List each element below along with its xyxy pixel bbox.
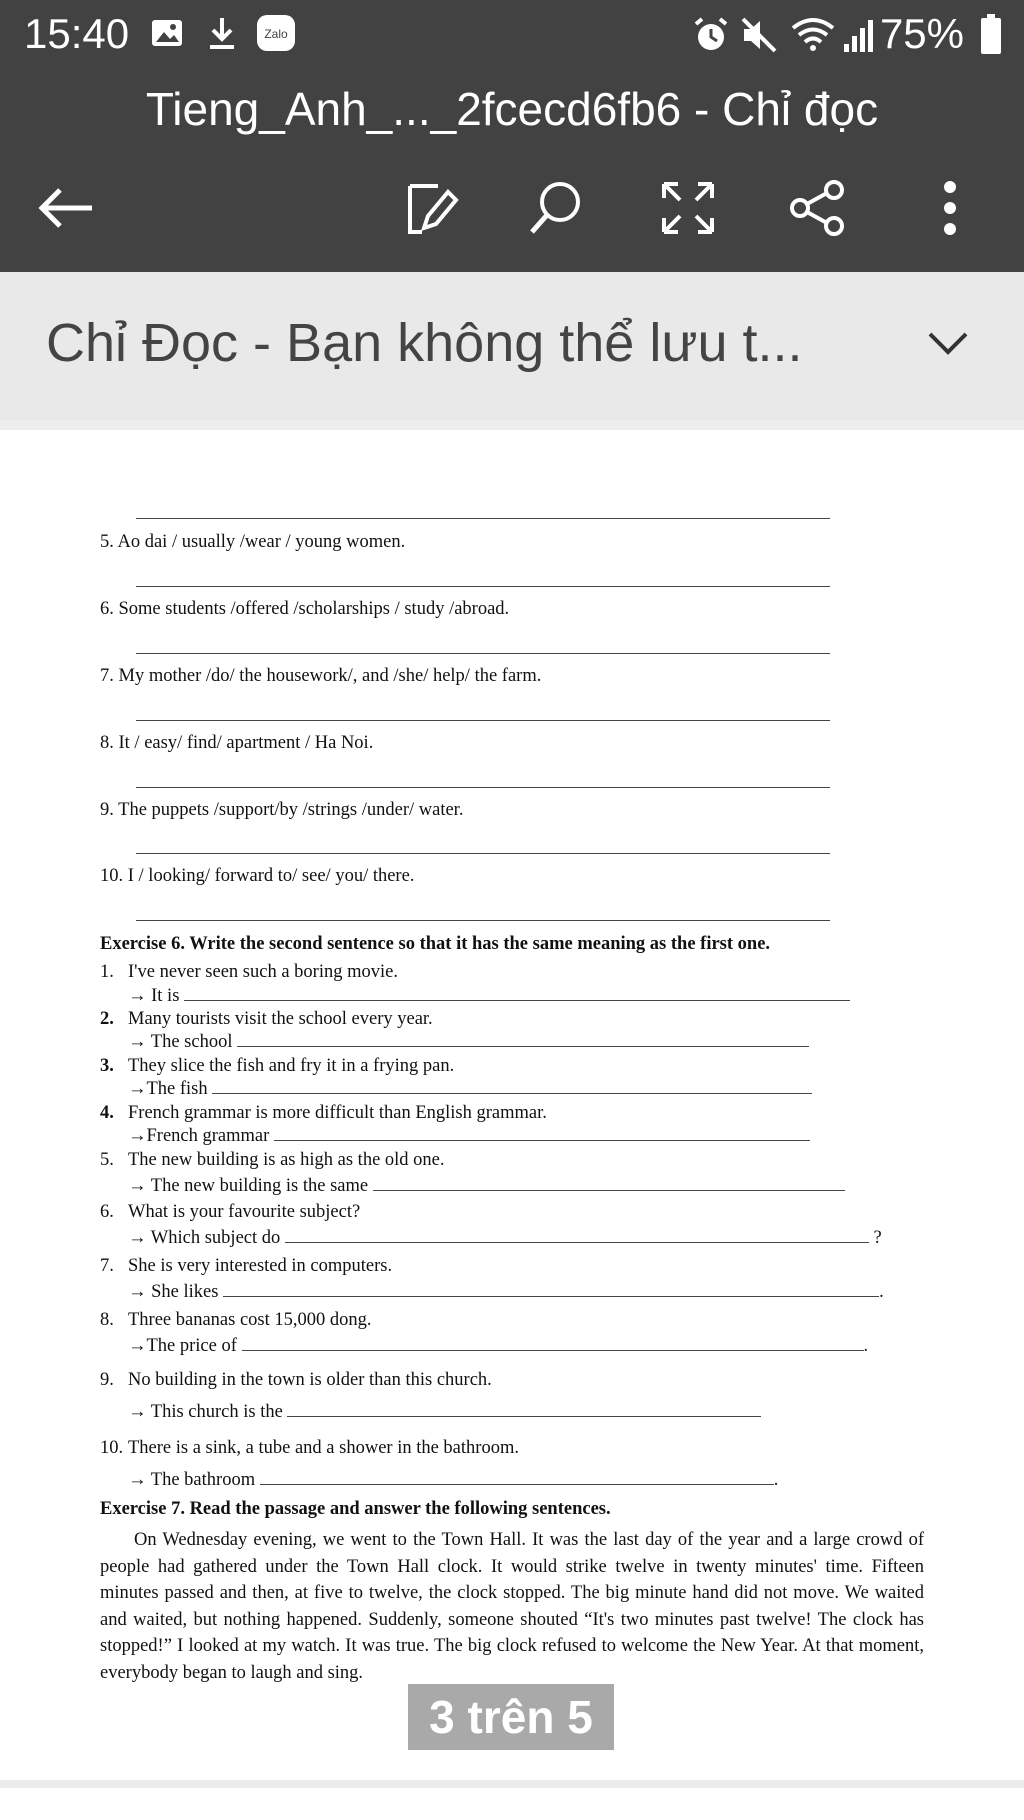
answer-line (136, 787, 830, 788)
answer-prefix: → This church is the (128, 1402, 283, 1422)
answer-prompt (128, 1079, 812, 1100)
question-number: 7. (100, 1256, 114, 1276)
zalo-icon (256, 14, 296, 57)
document-title: Tieng_Anh_..._2fcecd6fb6 - Chỉ đọc (145, 83, 879, 135)
answer-end-mark: . (773, 1470, 779, 1490)
search-button[interactable] (520, 172, 592, 244)
share-icon (788, 178, 848, 238)
page-bottom-separator (0, 1780, 1024, 1788)
answer-prompt (128, 1176, 845, 1197)
answer-prompt (128, 1032, 809, 1053)
app-header (0, 0, 1024, 272)
answer-prompt (128, 1402, 761, 1423)
question-text: French grammar is more difficult than English grammar. (128, 1103, 547, 1123)
answer-end-mark: ? (873, 1228, 882, 1248)
read-only-message: Chỉ Đọc - Bạn không thể lưu t... (46, 313, 803, 373)
answer-blank (274, 1126, 810, 1141)
answer-prompt (128, 1470, 778, 1491)
answer-prefix: → The new building is the same (128, 1176, 369, 1196)
more-options-button[interactable] (914, 172, 986, 244)
answer-end-mark: . (879, 1282, 884, 1302)
gallery-notification-icon (150, 16, 184, 55)
signal-icon (842, 16, 876, 59)
sentence-item: 10. I / looking/ forward to/ see/ you/ there. (100, 866, 415, 886)
answer-blank (373, 1176, 845, 1191)
status-time: 15:40 (24, 10, 130, 57)
answer-blank (237, 1032, 809, 1047)
passage-text: On Wednesday evening, we went to the Town Hall. It was the last day of the year and a large crowd of people had gathered under the Town Hall clock. It would strike twelve in twenty minutes' time. Fifteen minutes passed and then, at five to twelve, the clock stopped. The big minute hand did not move. We waited and waited, but nothing happened. Suddenly, someone shouted “It's two minutes past twelve! The clock has stopped!” I looked at my watch. It was true. The big clock refused to welcome the New Year. At that moment, everybody began to laugh and sing. (100, 1530, 924, 1683)
answer-prompt (128, 1282, 884, 1303)
answer-line (136, 720, 830, 721)
answer-prompt (128, 1336, 868, 1357)
svg-text:Zalo: Zalo (264, 27, 288, 41)
more-vertical-icon (940, 180, 960, 236)
sentence-item: 8. It / easy/ find/ apartment / Ha Noi. (100, 733, 374, 753)
answer-blank (242, 1336, 864, 1351)
answer-blank (260, 1470, 774, 1485)
answer-line (136, 920, 830, 921)
sentence-item: 5. Ao dai / usually /wear / young women. (100, 532, 406, 552)
battery-percent: 75% (879, 10, 964, 57)
edit-button[interactable] (394, 172, 466, 244)
answer-line (136, 653, 830, 654)
search-icon (526, 178, 586, 238)
question-text: They slice the fish and fry it in a frying pan. (128, 1056, 455, 1076)
expand-icon (658, 178, 718, 238)
answer-prefix: →The fish (128, 1079, 208, 1099)
edit-pen-icon (400, 178, 460, 238)
answer-blank (184, 986, 850, 1001)
question-number: 6. (100, 1202, 114, 1222)
sentence-item: 9. The puppets /support/by /strings /under/ water. (100, 800, 464, 820)
back-button[interactable] (30, 172, 102, 244)
answer-prefix: → She likes (128, 1282, 219, 1302)
question-text: I've never seen such a boring movie. (128, 962, 398, 982)
answer-end-mark: . (863, 1336, 869, 1356)
answer-prefix: →French grammar (128, 1126, 270, 1146)
question-number: 9. (100, 1370, 114, 1390)
answer-prompt (128, 986, 850, 1007)
question-text: There is a sink, a tube and a shower in the bathroom. (128, 1438, 519, 1458)
question-number: 5. (100, 1150, 114, 1170)
alarm-icon (692, 16, 730, 59)
document-page[interactable] (0, 452, 1024, 1782)
answer-blank (223, 1282, 879, 1297)
exercise7-heading: Exercise 7. Read the passage and answer the following sentences. (100, 1499, 611, 1519)
answer-prefix: → The school (128, 1032, 233, 1052)
question-number: 10. (100, 1438, 124, 1458)
answer-prefix: → The bathroom (128, 1470, 256, 1490)
sentence-item: 6. Some students /offered /scholarships / study /abroad. (100, 599, 510, 619)
answer-prompt (128, 1126, 810, 1147)
answer-prefix: →The price of (128, 1336, 237, 1356)
download-icon (206, 16, 238, 57)
question-text: What is your favourite subject? (128, 1202, 361, 1222)
question-text: No building in the town is older than this church. (128, 1370, 492, 1390)
question-text: Many tourists visit the school every year. (128, 1009, 433, 1029)
fullscreen-button[interactable] (652, 172, 724, 244)
question-text: The new building is as high as the old one. (128, 1150, 445, 1170)
answer-prompt (128, 1228, 882, 1249)
question-text: Three bananas cost 15,000 dong. (128, 1310, 372, 1330)
answer-blank (212, 1079, 812, 1094)
answer-line (136, 853, 830, 854)
answer-line (136, 518, 830, 519)
answer-blank (285, 1228, 869, 1243)
answer-line (136, 586, 830, 587)
reading-passage (100, 1527, 924, 1686)
exercise6-heading: Exercise 6. Write the second sentence so that it has the same meaning as the first one. (100, 934, 771, 954)
wifi-icon (790, 16, 836, 59)
battery-icon (980, 14, 1002, 59)
question-number: 8. (100, 1310, 114, 1330)
read-only-banner[interactable] (0, 272, 1024, 420)
back-arrow-icon (36, 183, 96, 233)
question-number: 2. (100, 1009, 114, 1029)
status-bar (0, 0, 1024, 74)
answer-blank (287, 1402, 761, 1417)
mute-icon (740, 16, 778, 59)
sentence-item: 7. My mother /do/ the housework/, and /she/ help/ the farm. (100, 666, 542, 686)
page-indicator: 3 trên 5 (408, 1684, 614, 1750)
answer-prefix: → Which subject do (128, 1228, 281, 1248)
answer-prefix: → It is (128, 986, 180, 1006)
question-text: She is very interested in computers. (128, 1256, 393, 1276)
chevron-down-icon[interactable] (922, 322, 974, 371)
question-number: 1. (100, 962, 114, 982)
question-number: 3. (100, 1056, 114, 1076)
question-number: 4. (100, 1103, 114, 1123)
share-button[interactable] (782, 172, 854, 244)
page-separator (0, 420, 1024, 450)
